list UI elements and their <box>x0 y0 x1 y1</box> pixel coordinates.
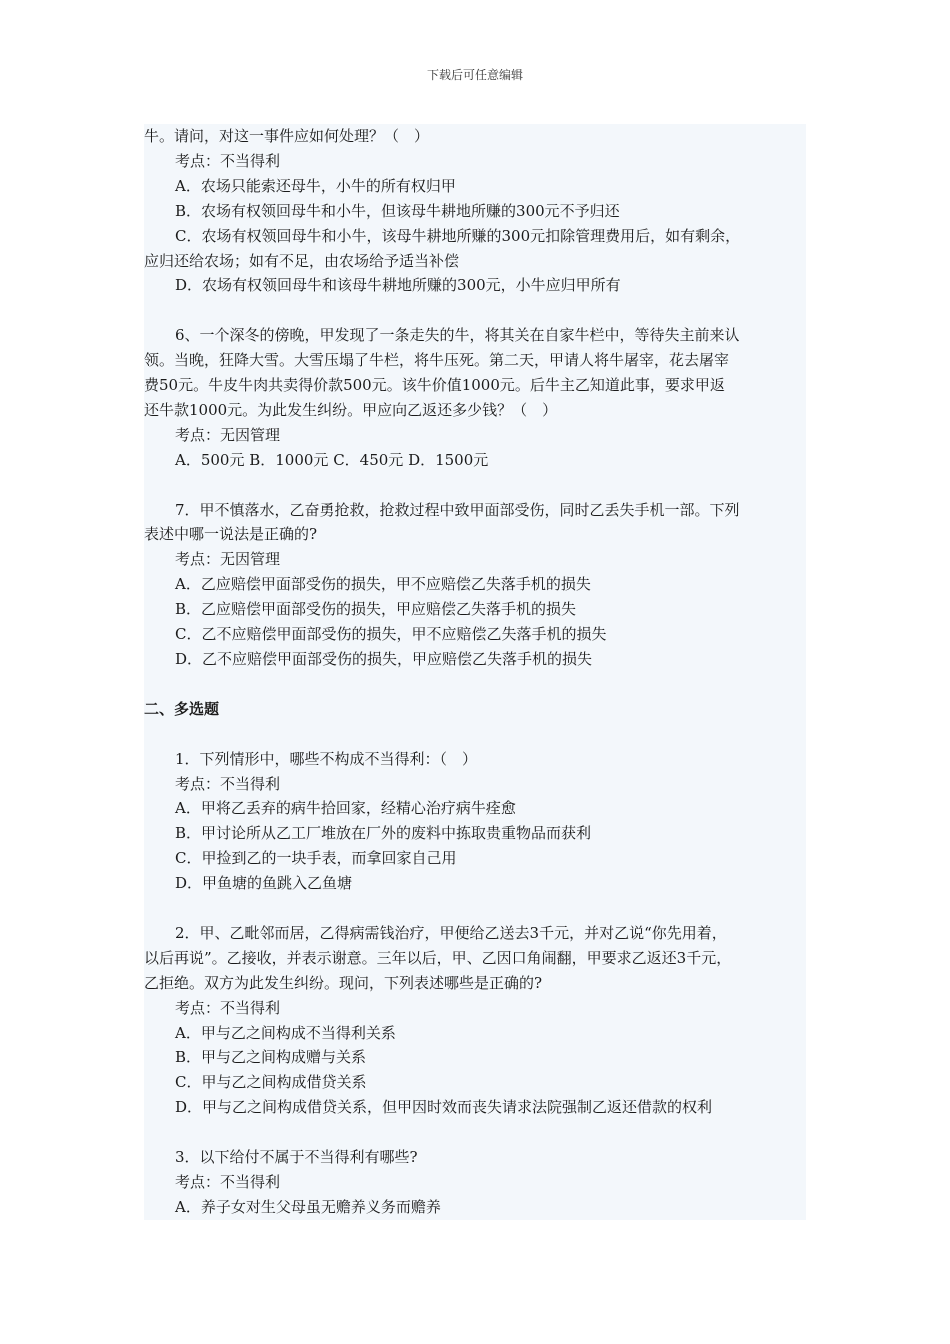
q6-stem-line1: 6、一个深冬的傍晚，甲发现了一条走失的牛，将其关在自家牛栏中，等待失主前来认 <box>175 326 740 345</box>
m2-stem-line1: 2．甲、乙毗邻而居，乙得病需钱治疗，甲便给乙送去3千元，并对乙说“你先用着， <box>175 923 727 942</box>
q5-option-b: B．农场有权领回母牛和小牛，但该母牛耕地所赚的300元不予归还 <box>175 201 620 220</box>
q5-option-d: D．农场有权领回母牛和该母牛耕地所赚的300元，小牛应归甲所有 <box>175 276 621 295</box>
m2-option-c: C．甲与乙之间构成借贷关系 <box>175 1073 367 1092</box>
m1-knowledge-point: 考点：不当得利 <box>175 774 281 793</box>
q6-stem-line4: 还牛款1000元。为此发生纠纷。甲应向乙返还多少钱？（ ） <box>144 400 558 419</box>
m1-stem: 1．下列情形中，哪些不构成不当得利：（ ） <box>175 749 478 768</box>
q6-knowledge-point: 考点：无因管理 <box>175 425 281 444</box>
q5-knowledge-point: 考点：不当得利 <box>175 151 281 170</box>
q7-option-b: B．乙应赔偿甲面部受伤的损失，甲应赔偿乙失落手机的损失 <box>175 600 577 619</box>
q5-option-c-line2: 应归还给农场；如有不足，由农场给予适当补偿 <box>144 251 460 270</box>
m1-option-b: B．甲讨论所从乙工厂堆放在厂外的废料中拣取贵重物品而获利 <box>175 824 592 843</box>
q7-option-d: D．乙不应赔偿甲面部受伤的损失，甲应赔偿乙失落手机的损失 <box>175 650 593 668</box>
q7-stem-line1: 7．甲不慎落水，乙奋勇抢救，抢救过程中致甲面部受伤，同时乙丢失手机一部。下列 <box>175 500 740 519</box>
m3-option-a: A．养子女对生父母虽无赡养义务而赡养 <box>175 1197 441 1216</box>
spacer <box>144 298 806 323</box>
q5-option-a: A．农场只能索还母牛，小牛的所有权归甲 <box>175 176 456 195</box>
q5-continuation: 牛。请问，对这一事件应如何处理？（ ） <box>144 127 430 145</box>
q7-stem-line2: 表述中哪一说法是正确的? <box>144 525 318 544</box>
q6-stem-line3: 费50元。牛皮牛肉共卖得价款500元。该牛价值1000元。后牛主乙知道此事，要求甲返 <box>144 376 725 395</box>
m3-stem: 3．以下给付不属于不当得利有哪些? <box>175 1148 418 1167</box>
q7-option-c: C．乙不应赔偿甲面部受伤的损失，甲不应赔偿乙失落手机的损失 <box>175 625 607 644</box>
page-header: 下载后可任意编辑 <box>426 68 523 82</box>
spacer <box>144 1120 806 1145</box>
m1-option-c: C．甲捡到乙的一块手表，而拿回家自己用 <box>175 849 457 868</box>
section-heading-multi: 二、多选题 <box>144 699 220 718</box>
m2-stem-line2: 以后再说”。乙接收，并表示谢意。三年以后，甲、乙因口角闹翻，甲要求乙返还3千元， <box>144 948 732 967</box>
q6-stem-line2: 领。当晚，狂降大雪。大雪压塌了牛栏，将牛压死。第二天，甲请人将牛屠宰，花去屠宰 <box>144 351 730 370</box>
q7-knowledge-point: 考点：无因管理 <box>175 550 281 569</box>
document-body <box>144 124 806 1220</box>
q5-option-c-line1: C．农场有权领回母牛和小牛，该母牛耕地所赚的300元扣除管理费用后，如有剩余， <box>175 226 741 245</box>
q6-options: A．500元 B．1000元 C．450元 D．1500元 <box>175 450 489 469</box>
m2-option-b: B．甲与乙之间构成赠与关系 <box>175 1048 367 1067</box>
m2-option-a: A．甲与乙之间构成不当得利关系 <box>175 1023 396 1042</box>
m3-knowledge-point: 考点：不当得利 <box>175 1172 281 1191</box>
m1-option-a: A．甲将乙丢弃的病牛拾回家，经精心治疗病牛痊愈 <box>175 799 516 818</box>
spacer <box>144 473 806 498</box>
m1-option-d: D．甲鱼塘的鱼跳入乙鱼塘 <box>175 874 353 893</box>
q7-option-a: A．乙应赔偿甲面部受伤的损失，甲不应赔偿乙失落手机的损失 <box>175 575 591 594</box>
spacer <box>144 722 806 747</box>
m2-knowledge-point: 考点：不当得利 <box>175 998 281 1017</box>
spacer <box>144 672 806 697</box>
m2-option-d: D．甲与乙之间构成借贷关系，但甲因时效而丧失请求法院强制乙返还借款的权利 <box>175 1098 713 1117</box>
spacer <box>144 896 806 921</box>
m2-stem-line3: 乙拒绝。双方为此发生纠纷。现问，下列表述哪些是正确的? <box>144 973 543 992</box>
